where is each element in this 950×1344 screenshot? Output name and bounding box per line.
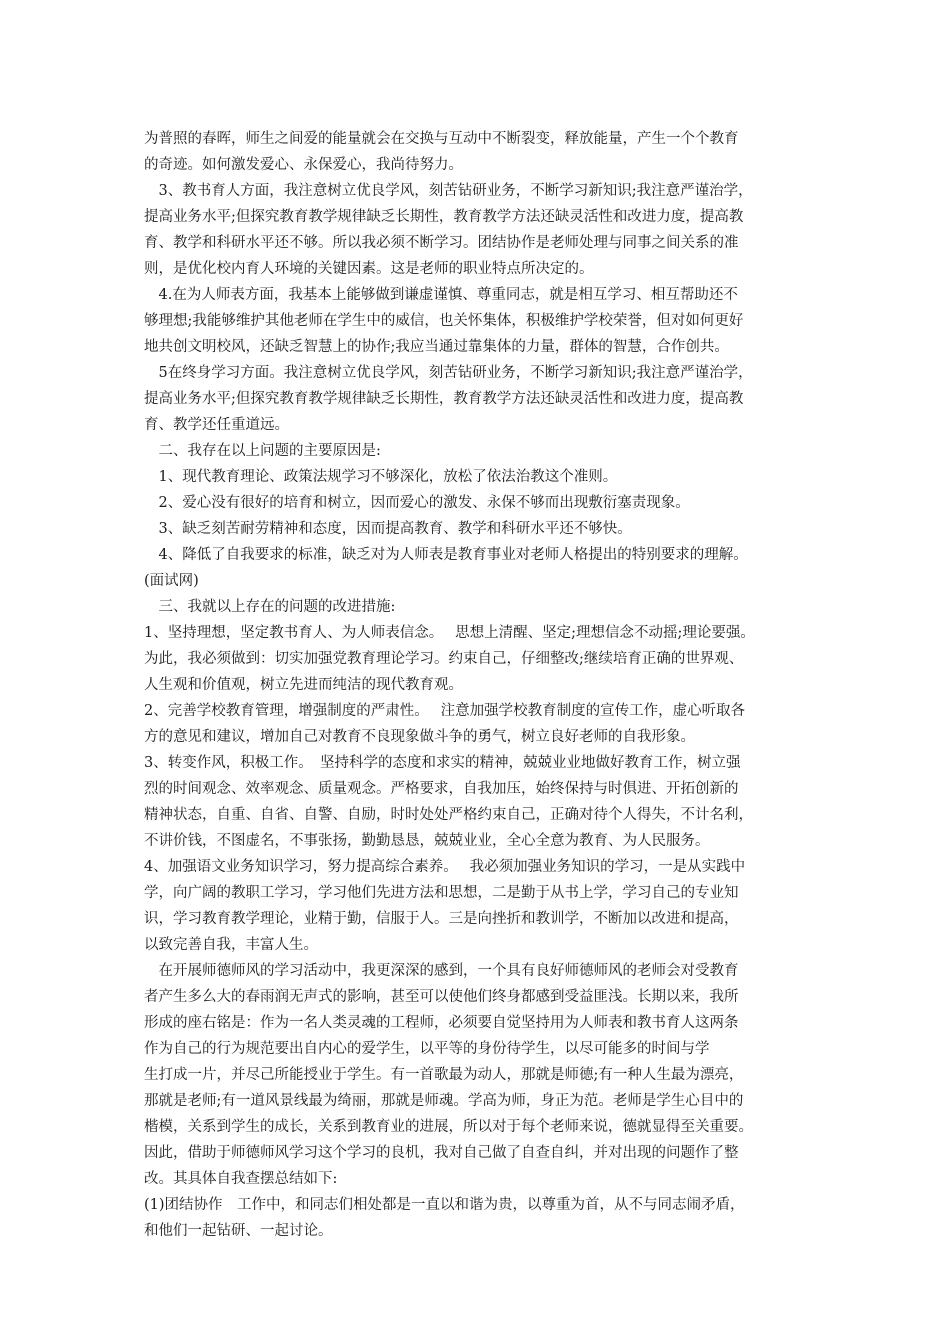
cause-item-3: 3、缺乏刻苦耐劳精神和态度，因而提高教育、教学和科研水平还不够快。 <box>144 521 632 537</box>
section-heading-measures: 三、我就以上存在的问题的改进措施: <box>144 599 396 615</box>
measure-item-1: 1、坚持理想，坚定教书育人、为人师表信念。 思想上清醒、坚定;理想信念不动摇;理论要强。 为此，我必须做到：切实加强党教育理论学习。约束自己，仔细整改;继续培育正确的世界观、 人生观和价值观，树立先进而纯洁的现代教育观。 <box>144 625 755 693</box>
paragraph-role-model: 4.在为人师表方面，我基本上能够做到谦虚谨慎、尊重同志，就是相互学习、相互帮助还不 够理想;我能够维护其他老师在学生中的威信，也关怀集体，积极维护学校荣誉，但对如何更好 地共创文明校风，还缺乏智慧上的协作;我应当通过靠集体的力量，群体的智慧，合作创共。 <box>144 287 744 355</box>
measure-item-2: 2、完善学校教育管理，增强制度的严肃性。 注意加强学校教育制度的宣传工作，虚心听取各 方的意见和建议，增加自己对教育不良现象做斗争的勇气，树立良好老师的自我形象。 <box>144 703 746 745</box>
paragraph-intro-continuation: 为普照的春晖，师生之间爱的能量就会在交换与互动中不断裂变，释放能量，产生一个个教育 的奇迹。如何激发爱心、永保爱心，我尚待努力。 <box>144 131 739 173</box>
paragraph-lifelong-learning: 5在终身学习方面。我注意树立优良学风，刻苦钻研业务，不断学习新知识;我注意严谨治学， 提高业务水平;但探究教育教学规律缺乏长期性，教育教学方法还缺灵活性和改进力度，提高教 育、教学还任重道远。 <box>144 365 753 433</box>
measure-item-3: 3、转变作风，积极工作。 坚持科学的态度和求实的精神，兢兢业业地做好教育工作，树立强 烈的时间观念、效率观念、质量观念。严格要求，自我加压，始终保持与时俱进、开拓创新的 精神状态，自重、自省、自警、自励，时时处处严格约束自己，正确对待个人得失，不计名利， 不讲价钱，不图虚名，不事张扬，勤勤恳恳，兢兢业业，全心全意为教育、为人民服务。 <box>144 755 753 849</box>
paragraph-teaching: 3、教书育人方面，我注意树立优良学风，刻苦钻研业务，不断学习新知识;我注意严谨治学， 提高业务水平;但探究教育教学规律缺乏长期性，教育教学方法还缺灵活性和改进力度，提高教 育、教学和科研水平还不够。所以我必须不断学习。团结协作是老师处理与同事之间关系的准 则，是优化校内育人环境的关键因素。这是老师的职业特点所决定的。 <box>144 183 753 277</box>
document-body <box>144 126 820 1244</box>
paragraph-unity-cooperation: (1)团结协作 工作中，和同志们相处都是一直以和谐为贵，以尊重为首，从不与同志闹矛盾， 和他们一起钻研、一起讨论。 <box>144 1197 745 1239</box>
paragraph-reflection: 在开展师德师风的学习活动中，我更深深的感到，一个具有良好师德师风的老师会对受教育 者产生多么大的春雨润无声式的影响，甚至可以使他们终身都感到受益匪浅。长期以来，我所 形成的座右铭是：作为一名人类灵魂的工程师，必须要自觉坚持用为人师表和教书育人这两条 作为自己的行为规范要出自内心的爱学生，以平等的身份待学生，以尽可能多的时间与学 生打成一片，并尽己所能授业于学生。有一首歌最为动人，那就是师德;有一种人生最为漂亮， 那就是老师;有一道风景线最为绮丽，那就是师魂。学高为师，身正为范。老师是学生心目中的 楷模，关系到学生的成长，关系到教育业的进展，所以对于每个老师来说，德就显得至关重要。 因此，借助于师德师风学习这个学习的良机，我对自己做了自查自纠，并对出现的问题作了整 改。其具体自我查摆总结如下: <box>144 963 753 1187</box>
cause-item-4: 4、降低了自我要求的标准，缺乏对为人师表是教育事业对老师人格提出的特别要求的理解。 (面试网) <box>144 547 748 589</box>
cause-item-1: 1、现代教育理论、政策法规学习不够深化，放松了依法治教这个准则。 <box>144 469 618 485</box>
section-heading-causes: 二、我存在以上问题的主要原因是: <box>144 443 381 459</box>
cause-item-2: 2、爱心没有很好的培育和树立，因而爱心的激发、永保不够而出现敷衍塞责现象。 <box>144 495 690 511</box>
measure-item-4: 4、加强语文业务知识学习，努力提高综合素养。 我必须加强业务知识的学习，一是从实践中 学，向广阔的教职工学习，学习他们先进方法和思想，二是勤于从书上学，学习自己的专业知 识，学习教育教学理论，业精于勤，信服于人。三是向挫折和教训学，不断加以改进和提高， 以致完善自我，丰富人生。 <box>144 859 746 953</box>
